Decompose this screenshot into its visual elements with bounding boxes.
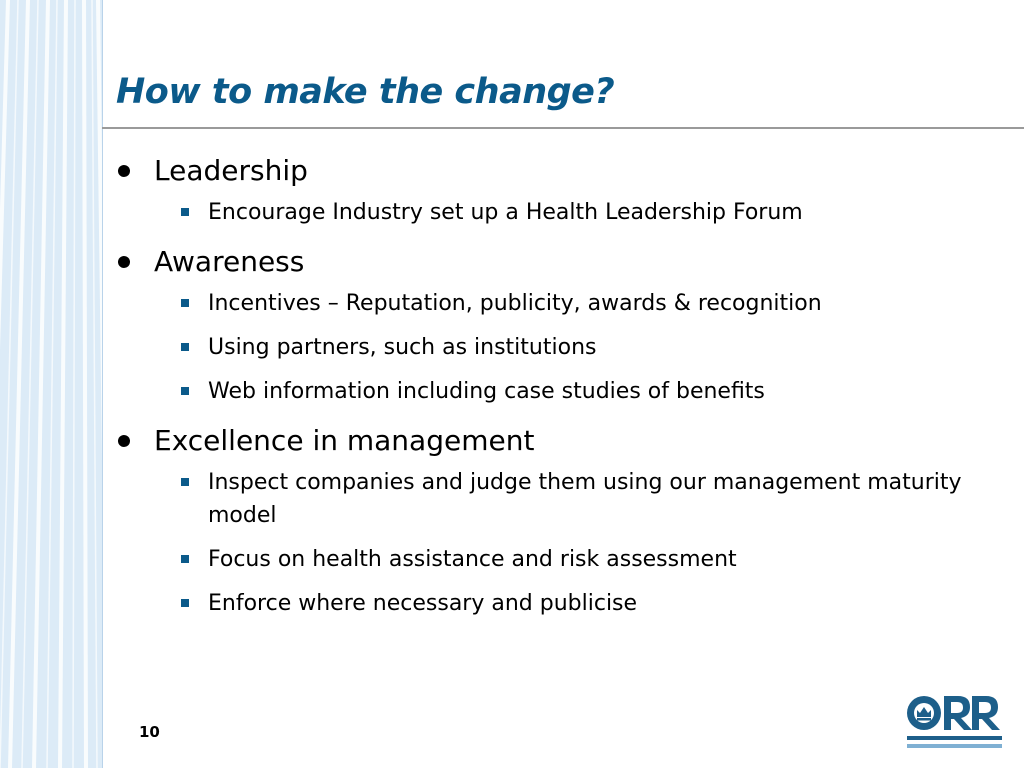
sub-bullet-item xyxy=(116,375,996,408)
bullet-group-excellence xyxy=(116,422,996,620)
bullet-item xyxy=(116,422,996,460)
sub-bullet-text: Incentives – Reputation, publicity, awards & recognition xyxy=(208,291,822,316)
orr-logo xyxy=(904,690,1004,752)
sub-bullet-item xyxy=(116,331,996,364)
bullet-item xyxy=(116,243,996,281)
square-bullet-icon xyxy=(181,478,189,486)
square-bullet-icon xyxy=(181,387,189,395)
bullet-label: Leadership xyxy=(154,154,308,187)
square-bullet-icon xyxy=(181,299,189,307)
page-number: 10 xyxy=(139,723,160,741)
bullet-label: Awareness xyxy=(154,245,305,278)
sub-bullet-text: Focus on health assistance and risk assessment xyxy=(208,547,737,572)
slide-title: How to make the change? xyxy=(116,72,615,112)
square-bullet-icon xyxy=(181,343,189,351)
sub-bullet-list xyxy=(116,466,996,620)
bullet-dot-icon xyxy=(118,165,130,177)
bullet-group-awareness xyxy=(116,243,996,408)
orr-logo-icon xyxy=(904,690,1004,752)
bullet-list xyxy=(116,152,996,634)
title-divider xyxy=(102,127,1024,129)
decorative-side-band xyxy=(0,0,103,768)
sub-bullet-item xyxy=(116,196,996,229)
sub-bullet-list xyxy=(116,287,996,408)
sub-bullet-list xyxy=(116,196,996,229)
square-bullet-icon xyxy=(181,208,189,216)
bullet-dot-icon xyxy=(118,256,130,268)
side-band-stripes xyxy=(0,0,102,768)
sub-bullet-text: Using partners, such as institutions xyxy=(208,335,597,360)
square-bullet-icon xyxy=(181,555,189,563)
sub-bullet-item xyxy=(116,543,996,576)
sub-bullet-item xyxy=(116,287,996,320)
square-bullet-icon xyxy=(181,599,189,607)
sub-bullet-item xyxy=(116,587,996,620)
sub-bullet-text: Web information including case studies of benefits xyxy=(208,379,765,404)
sub-bullet-item xyxy=(116,466,996,532)
bullet-group-leadership xyxy=(116,152,996,229)
sub-bullet-text: Inspect companies and judge them using our management maturity model xyxy=(208,470,962,528)
bullet-item xyxy=(116,152,996,190)
bullet-label: Excellence in management xyxy=(154,424,535,457)
sub-bullet-text: Encourage Industry set up a Health Leadership Forum xyxy=(208,200,803,225)
bullet-dot-icon xyxy=(118,435,130,447)
sub-bullet-text: Enforce where necessary and publicise xyxy=(208,591,638,616)
